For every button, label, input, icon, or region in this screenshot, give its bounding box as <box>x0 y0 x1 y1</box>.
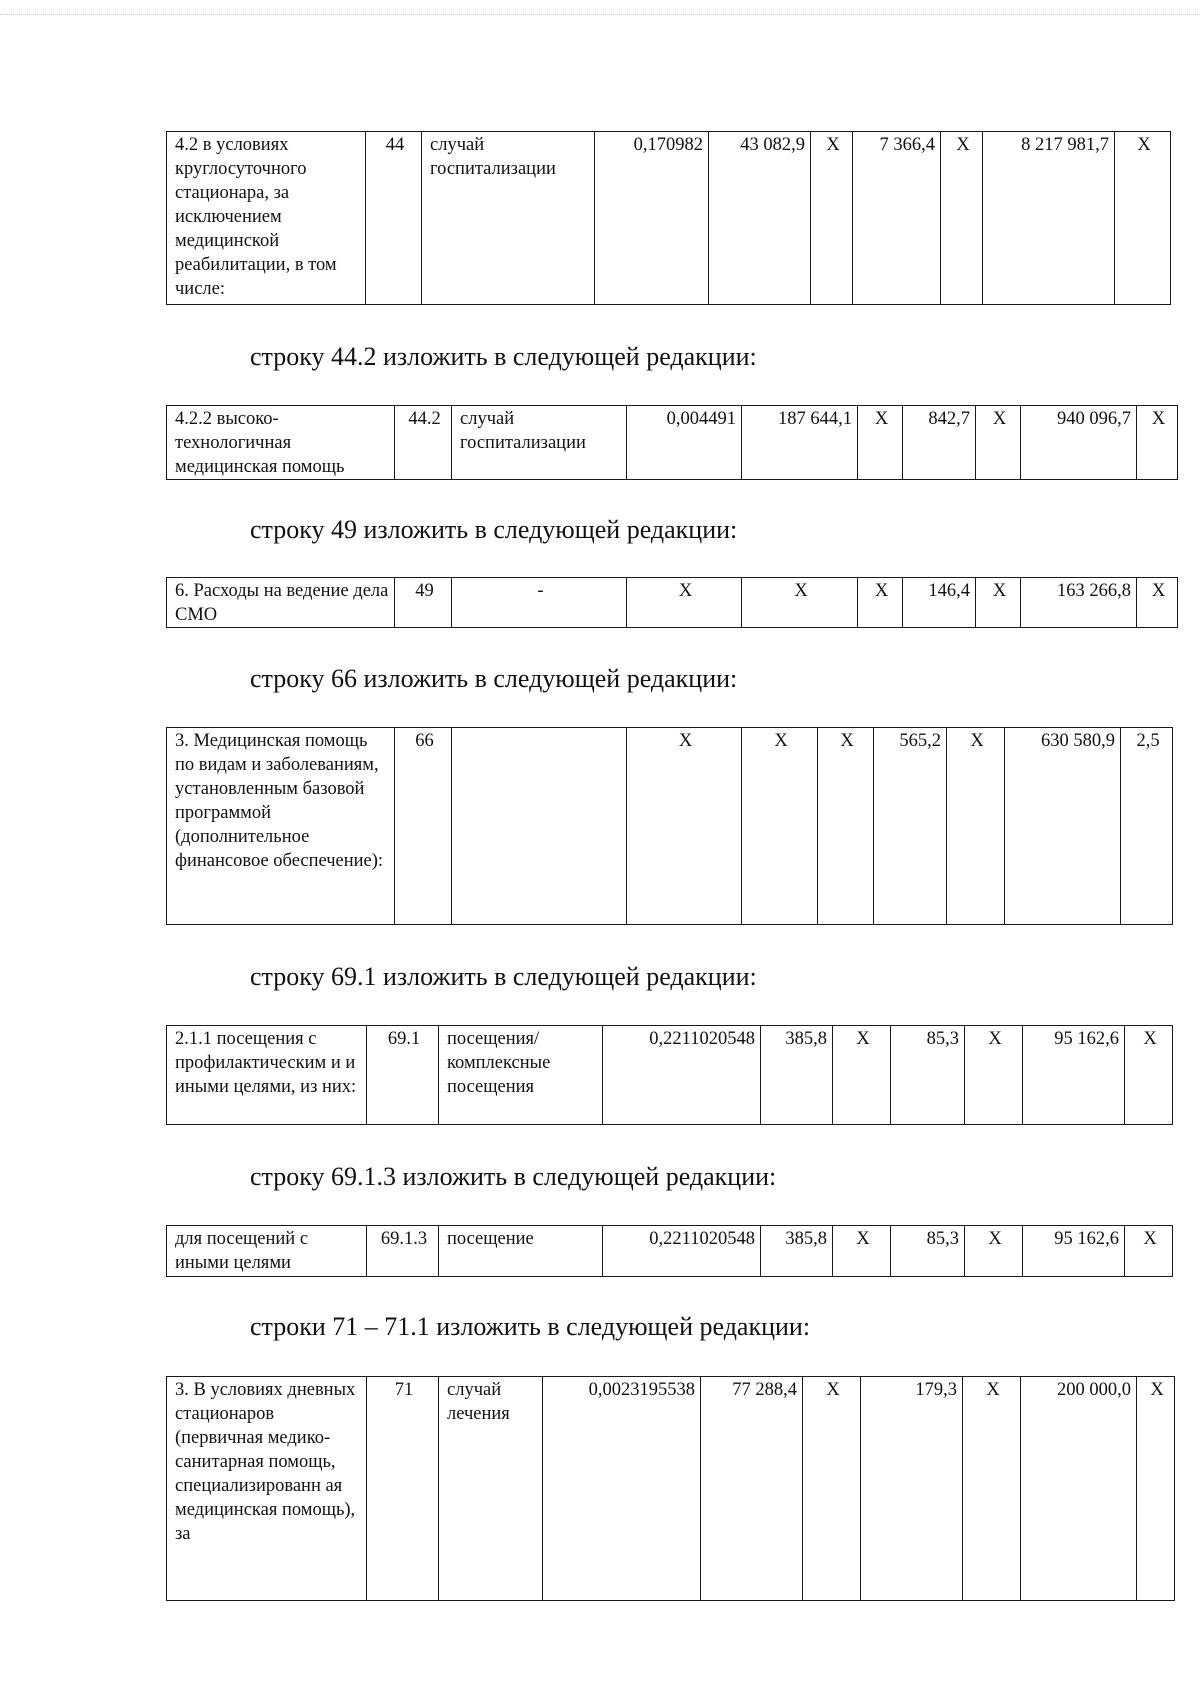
row-name-cell: для посещений с иными целями <box>167 1226 367 1277</box>
table-row <box>167 1226 1173 1277</box>
instruction-heading: строку 69.1 изложить в следующей редакции: <box>250 962 757 991</box>
value-cell: X <box>811 132 853 305</box>
value-cell: X <box>1125 1026 1173 1125</box>
value-cell: 7 366,4 <box>853 132 941 305</box>
instruction-heading: строки 71 – 71.1 изложить в следующей редакции: <box>250 1312 811 1341</box>
value-cell: X <box>627 578 742 628</box>
value-cell: 85,3 <box>891 1226 965 1277</box>
unit-cell <box>452 728 627 925</box>
value-cell: 385,8 <box>761 1026 833 1125</box>
value-cell: 0,2211020548 <box>603 1226 761 1277</box>
row-name-cell: 6. Расходы на ведение дела СМО <box>167 578 395 628</box>
value-cell: 179,3 <box>861 1377 963 1601</box>
value-cell: 940 096,7 <box>1021 406 1137 480</box>
unit-cell: посещение <box>439 1226 603 1277</box>
value-cell: 630 580,9 <box>1005 728 1121 925</box>
value-cell: 565,2 <box>874 728 947 925</box>
table-row-44-2 <box>166 405 1178 480</box>
value-cell: X <box>1137 578 1178 628</box>
row-number-cell: 44.2 <box>395 406 452 480</box>
row-number-cell: 49 <box>395 578 452 628</box>
unit-cell: случай госпитализации <box>452 406 627 480</box>
value-cell: X <box>858 406 903 480</box>
row-number-cell: 44 <box>366 132 422 305</box>
value-cell: X <box>965 1226 1023 1277</box>
value-cell: X <box>742 578 858 628</box>
value-cell: 0,004491 <box>627 406 742 480</box>
table-row <box>167 1026 1173 1125</box>
value-cell: X <box>627 728 742 925</box>
unit-cell: случай лечения <box>439 1377 543 1601</box>
value-cell: 146,4 <box>903 578 976 628</box>
row-number-cell: 66 <box>395 728 452 925</box>
table-row <box>167 1377 1175 1601</box>
value-cell: X <box>1137 406 1178 480</box>
row-name-cell: 3. В условиях дневных стационаров (первичная медико-санитарная помощь, специализированн ая медицинская помощь), за <box>167 1377 367 1601</box>
value-cell: 95 162,6 <box>1023 1026 1125 1125</box>
value-cell: X <box>818 728 874 925</box>
value-cell: X <box>858 578 903 628</box>
table-row-44 <box>166 131 1171 305</box>
instruction-heading: строку 44.2 изложить в следующей редакции: <box>250 342 757 371</box>
table-row-71 <box>166 1376 1175 1601</box>
value-cell: 77 288,4 <box>701 1377 803 1601</box>
value-cell: X <box>833 1026 891 1125</box>
row-name-cell: 2.1.1 посещения с профилактическим и и иными целями, из них: <box>167 1026 367 1125</box>
table-row-69-1-3 <box>166 1225 1173 1277</box>
unit-cell: случай госпитализации <box>422 132 595 305</box>
value-cell: X <box>947 728 1005 925</box>
value-cell: 842,7 <box>903 406 976 480</box>
value-cell: X <box>941 132 983 305</box>
value-cell: 200 000,0 <box>1021 1377 1137 1601</box>
value-cell: 187 644,1 <box>742 406 858 480</box>
value-cell: 163 266,8 <box>1021 578 1137 628</box>
value-cell: X <box>976 578 1021 628</box>
unit-cell: - <box>452 578 627 628</box>
page-top-edge <box>0 14 1200 15</box>
value-cell: 385,8 <box>761 1226 833 1277</box>
row-name-cell: 3. Медицинская помощь по видам и заболеваниям, установленным базовой программой (дополнительное финансовое обеспечение): <box>167 728 395 925</box>
value-cell: 85,3 <box>891 1026 965 1125</box>
table-row <box>167 728 1173 925</box>
table-row <box>167 406 1178 480</box>
value-cell: X <box>742 728 818 925</box>
value-cell: X <box>1137 1377 1175 1601</box>
unit-cell: посещения/ комплексные посещения <box>439 1026 603 1125</box>
value-cell: 8 217 981,7 <box>983 132 1115 305</box>
instruction-heading: строку 49 изложить в следующей редакции: <box>250 515 738 544</box>
row-number-cell: 69.1 <box>367 1026 439 1125</box>
table-row <box>167 132 1171 305</box>
table-row-49 <box>166 577 1178 628</box>
row-name-cell: 4.2 в условиях круглосуточного стационара, за исключением медицинской реабилитации, в том числе: <box>167 132 366 305</box>
value-cell: 0,170982 <box>595 132 709 305</box>
value-cell: 95 162,6 <box>1023 1226 1125 1277</box>
row-name-cell: 4.2.2 высоко-технологичная медицинская помощь <box>167 406 395 480</box>
value-cell: X <box>833 1226 891 1277</box>
table-row-69-1 <box>166 1025 1173 1125</box>
value-cell: X <box>1115 132 1171 305</box>
instruction-heading: строку 66 изложить в следующей редакции: <box>250 664 738 693</box>
value-cell: X <box>976 406 1021 480</box>
value-cell: 0,2211020548 <box>603 1026 761 1125</box>
table-row <box>167 578 1178 628</box>
value-cell: X <box>965 1026 1023 1125</box>
row-number-cell: 69.1.3 <box>367 1226 439 1277</box>
value-cell: 2,5 <box>1121 728 1173 925</box>
value-cell: 0,0023195538 <box>543 1377 701 1601</box>
instruction-heading: строку 69.1.3 изложить в следующей редакции: <box>250 1162 777 1191</box>
value-cell: 43 082,9 <box>709 132 811 305</box>
value-cell: X <box>963 1377 1021 1601</box>
row-number-cell: 71 <box>367 1377 439 1601</box>
value-cell: X <box>803 1377 861 1601</box>
table-row-66 <box>166 727 1173 925</box>
value-cell: X <box>1125 1226 1173 1277</box>
